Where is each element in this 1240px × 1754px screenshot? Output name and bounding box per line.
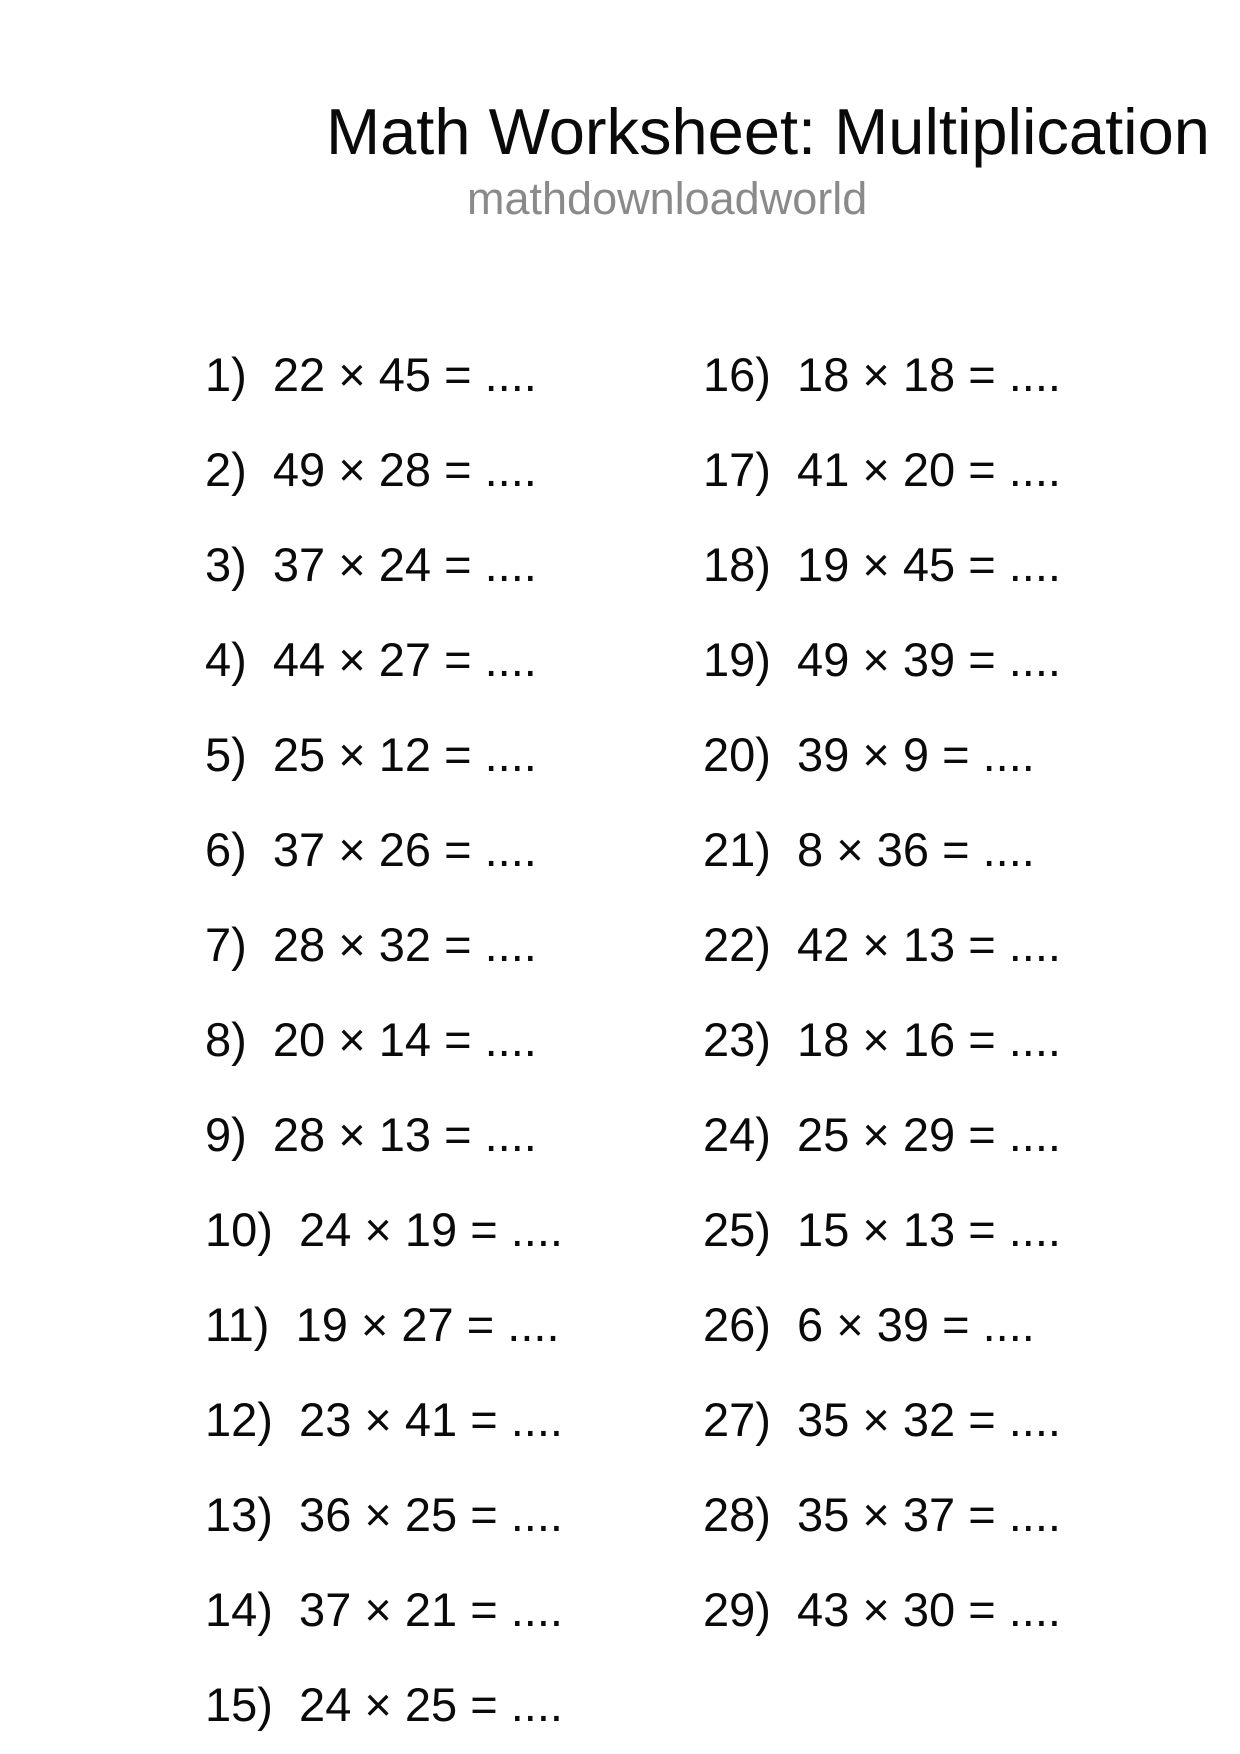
- problem-number: 9): [205, 1108, 247, 1161]
- problem-expression: 25 × 29 =: [770, 1108, 1009, 1161]
- problem-number: 27): [703, 1393, 771, 1446]
- problem-number: 8): [205, 1013, 247, 1066]
- problem-row: [205, 443, 563, 541]
- problem-number: 2): [205, 443, 247, 496]
- problem-expression: 37 × 26 =: [246, 823, 485, 876]
- problem-row: [205, 728, 563, 826]
- problem-row: [703, 443, 1061, 541]
- problem-expression: 23 × 41 =: [272, 1393, 511, 1446]
- problem-row: [205, 1393, 563, 1491]
- problem-expression: 19 × 27 =: [269, 1298, 508, 1351]
- problem-number: 23): [703, 1013, 771, 1066]
- problem-number: 1): [205, 348, 247, 401]
- problem-number: 16): [703, 348, 771, 401]
- problem-row: [205, 1013, 563, 1111]
- problem-number: 17): [703, 443, 771, 496]
- problem-expression: 39 × 9 =: [770, 728, 983, 781]
- problem-expression: 36 × 25 =: [272, 1488, 511, 1541]
- problem-expression: 20 × 14 =: [246, 1013, 485, 1066]
- problem-expression: 49 × 39 =: [770, 633, 1009, 686]
- problem-number: 26): [703, 1298, 771, 1351]
- problem-expression: 18 × 18 =: [770, 348, 1009, 401]
- problem-number: 11): [205, 1298, 270, 1351]
- problem-row: [703, 1013, 1061, 1111]
- problem-row: [703, 1488, 1061, 1586]
- problem-number: 19): [703, 633, 771, 686]
- problem-expression: 25 × 12 =: [246, 728, 485, 781]
- problem-expression: 41 × 20 =: [770, 443, 1009, 496]
- problem-row: [205, 538, 563, 636]
- answer-blank: ....: [484, 823, 537, 876]
- answer-blank: ....: [510, 1488, 563, 1541]
- problem-number: 18): [703, 538, 771, 591]
- problem-row: [205, 633, 563, 731]
- problem-row: [205, 1488, 563, 1586]
- problem-row: [703, 1298, 1061, 1396]
- answer-blank: ....: [510, 1203, 563, 1256]
- problem-expression: 43 × 30 =: [770, 1583, 1009, 1636]
- answer-blank: ....: [510, 1678, 563, 1731]
- answer-blank: ....: [982, 823, 1035, 876]
- answer-blank: ....: [1008, 348, 1061, 401]
- problem-row: [205, 1298, 563, 1396]
- answer-blank: ....: [484, 1013, 537, 1066]
- problem-number: 5): [205, 728, 247, 781]
- problem-row: [703, 1393, 1061, 1491]
- answer-blank: ....: [484, 633, 537, 686]
- problem-number: 15): [205, 1678, 273, 1731]
- answer-blank: ....: [510, 1393, 563, 1446]
- answer-blank: ....: [982, 728, 1035, 781]
- answer-blank: ....: [1008, 633, 1061, 686]
- problem-row: [205, 1203, 563, 1301]
- page-title: Math Worksheet: Multiplication: [326, 95, 1210, 168]
- problem-row: [703, 538, 1061, 636]
- answer-blank: ....: [1008, 1583, 1061, 1636]
- problem-expression: 28 × 32 =: [246, 918, 485, 971]
- problem-number: 12): [205, 1393, 273, 1446]
- problem-row: [703, 918, 1061, 1016]
- answer-blank: ....: [1008, 538, 1061, 591]
- answer-blank: ....: [1008, 1393, 1061, 1446]
- answer-blank: ....: [510, 1583, 563, 1636]
- answer-blank: ....: [484, 918, 537, 971]
- problem-number: 3): [205, 538, 247, 591]
- answer-blank: ....: [1008, 918, 1061, 971]
- answer-blank: ....: [507, 1298, 560, 1351]
- answer-blank: ....: [484, 1108, 537, 1161]
- problem-expression: 19 × 45 =: [770, 538, 1009, 591]
- answer-blank: ....: [1008, 443, 1061, 496]
- problem-expression: 35 × 32 =: [770, 1393, 1009, 1446]
- problem-number: 25): [703, 1203, 771, 1256]
- problem-row: [703, 823, 1061, 921]
- problem-expression: 37 × 24 =: [246, 538, 485, 591]
- problem-number: 28): [703, 1488, 771, 1541]
- watermark-subtitle: mathdownloadworld: [467, 173, 868, 224]
- problem-row: [703, 1203, 1061, 1301]
- problem-row: [703, 633, 1061, 731]
- answer-blank: ....: [1008, 1203, 1061, 1256]
- problem-expression: 24 × 19 =: [272, 1203, 511, 1256]
- problem-row: [205, 918, 563, 1016]
- problem-row: [703, 1108, 1061, 1206]
- problem-row: [703, 1583, 1061, 1681]
- problem-number: 21): [703, 823, 771, 876]
- problems-column-left: [205, 348, 563, 1754]
- problem-expression: 42 × 13 =: [770, 918, 1009, 971]
- problem-expression: 6 × 39 =: [770, 1298, 983, 1351]
- problem-expression: 22 × 45 =: [246, 348, 485, 401]
- problem-row: [703, 348, 1061, 446]
- problem-row: [205, 823, 563, 921]
- problem-number: 20): [703, 728, 771, 781]
- problem-expression: 35 × 37 =: [770, 1488, 1009, 1541]
- problem-number: 29): [703, 1583, 771, 1636]
- problem-number: 14): [205, 1583, 273, 1636]
- answer-blank: ....: [1008, 1013, 1061, 1066]
- problem-number: 13): [205, 1488, 273, 1541]
- answer-blank: ....: [1008, 1108, 1061, 1161]
- answer-blank: ....: [484, 728, 537, 781]
- problem-expression: 49 × 28 =: [246, 443, 485, 496]
- problem-row: [205, 1678, 563, 1754]
- problem-number: 10): [205, 1203, 273, 1256]
- problem-row: [205, 1108, 563, 1206]
- problem-number: 24): [703, 1108, 771, 1161]
- problem-number: 22): [703, 918, 771, 971]
- answer-blank: ....: [1008, 1488, 1061, 1541]
- problem-expression: 37 × 21 =: [272, 1583, 511, 1636]
- answer-blank: ....: [484, 348, 537, 401]
- answer-blank: ....: [484, 538, 537, 591]
- problem-row: [205, 1583, 563, 1681]
- problem-row: [205, 348, 563, 446]
- problem-number: 4): [205, 633, 247, 686]
- problems-column-right: [703, 348, 1061, 1681]
- problem-number: 6): [205, 823, 247, 876]
- problem-expression: 24 × 25 =: [272, 1678, 511, 1731]
- problem-expression: 15 × 13 =: [770, 1203, 1009, 1256]
- answer-blank: ....: [484, 443, 537, 496]
- problem-expression: 28 × 13 =: [246, 1108, 485, 1161]
- problem-expression: 44 × 27 =: [246, 633, 485, 686]
- answer-blank: ....: [982, 1298, 1035, 1351]
- problem-expression: 8 × 36 =: [770, 823, 983, 876]
- problem-expression: 18 × 16 =: [770, 1013, 1009, 1066]
- problem-row: [703, 728, 1061, 826]
- problem-number: 7): [205, 918, 247, 971]
